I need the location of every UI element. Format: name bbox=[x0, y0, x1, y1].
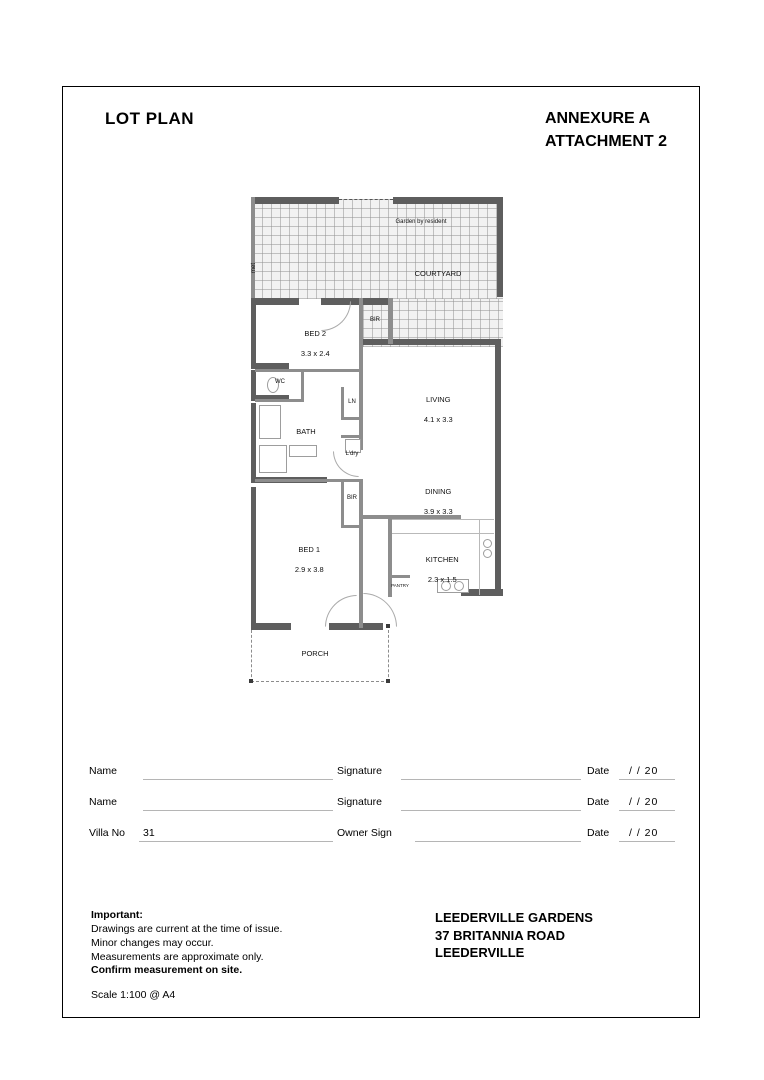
wall-wc-right bbox=[301, 370, 304, 402]
wall-courtyard-top-right bbox=[393, 197, 503, 204]
address-line-2: 37 BRITANNIA ROAD bbox=[435, 927, 566, 943]
villa-no-label: Villa No bbox=[89, 827, 125, 839]
wall-courtyard-right bbox=[497, 197, 503, 289]
wall-living-top bbox=[361, 339, 501, 345]
annexure-line-1: ANNEXURE A bbox=[544, 110, 651, 127]
wall-courtyard-top-left bbox=[251, 197, 339, 204]
dining-name: DINING bbox=[425, 487, 452, 497]
name-label-2: Name bbox=[89, 796, 118, 808]
name-line-2[interactable] bbox=[143, 810, 333, 811]
wall-kitchen-right bbox=[495, 515, 501, 595]
page-title: LOT PLAN bbox=[105, 109, 194, 128]
signature-label-2: Signature bbox=[337, 796, 382, 808]
ln-label: LN bbox=[348, 399, 356, 405]
pantry-label: PANTRY bbox=[391, 583, 409, 588]
date-value-2: / / 20 bbox=[629, 796, 659, 808]
porch-right-edge bbox=[388, 630, 389, 682]
kitchen-dims: 2.3 x 1.5 bbox=[427, 575, 457, 585]
villa-no-value: 31 bbox=[143, 827, 155, 839]
wall-left-bed1 bbox=[251, 487, 256, 629]
wall-bath-right bbox=[359, 370, 363, 450]
courtyard-fill bbox=[253, 199, 503, 299]
annexure-line-2: ATTACHMENT 2 bbox=[544, 133, 667, 151]
owner-sign-label: Owner Sign bbox=[337, 827, 392, 839]
living-name: LIVING bbox=[425, 395, 451, 405]
bath-tub bbox=[259, 405, 281, 439]
important-line-1: Drawings are current at the time of issue. bbox=[91, 922, 283, 935]
dining-dims: 3.9 x 3.3 bbox=[423, 507, 453, 517]
important-line-3: Measurements are approximate only. bbox=[91, 950, 264, 963]
bed1-name: BED 1 bbox=[298, 545, 321, 555]
porch-front-edge bbox=[251, 681, 389, 682]
bed2-dims: 3.3 x 2.4 bbox=[300, 349, 330, 359]
signature-line-2[interactable] bbox=[401, 810, 581, 811]
wc-label: WC bbox=[275, 379, 285, 385]
name-label-1: Name bbox=[89, 765, 118, 777]
date-value-3: / / 20 bbox=[629, 827, 659, 839]
annexure-heading bbox=[545, 107, 667, 153]
porch-left-edge bbox=[251, 630, 252, 682]
villa-no-line[interactable] bbox=[139, 841, 333, 842]
date-label-3: Date bbox=[587, 827, 610, 839]
signature-row bbox=[89, 825, 675, 856]
corner-marker-kitchen bbox=[386, 624, 390, 628]
bed1-dims: 2.9 x 3.8 bbox=[294, 565, 324, 575]
garden-by-resident-label: Garden by resident bbox=[395, 219, 447, 225]
date-value-1: / / 20 bbox=[629, 765, 659, 777]
date-label-1: Date bbox=[587, 765, 610, 777]
date-label-2: Date bbox=[587, 796, 610, 808]
wall-living-right-top bbox=[495, 339, 501, 399]
address-line-1: LEEDERVILLE GARDENS bbox=[435, 910, 593, 925]
date-line-3[interactable] bbox=[619, 841, 675, 842]
wall-dining-right-nib bbox=[495, 493, 501, 515]
bed2-label bbox=[273, 319, 345, 370]
wall-ln-bottom bbox=[341, 417, 363, 420]
bir-upper-label: BIR bbox=[369, 317, 380, 323]
living-dims: 4.1 x 3.3 bbox=[423, 415, 453, 425]
wall-left-bed2 bbox=[251, 298, 256, 363]
vanity bbox=[289, 445, 317, 457]
courtyard-label: COURTYARD bbox=[414, 269, 462, 278]
important-title: Important: bbox=[91, 909, 143, 921]
kitchen-label bbox=[399, 545, 473, 596]
wall-left-bath bbox=[251, 403, 256, 481]
owner-sign-line[interactable] bbox=[415, 841, 581, 842]
important-line-4: Confirm measurement on site. bbox=[91, 964, 243, 977]
date-line-2[interactable] bbox=[619, 810, 675, 811]
bed2-name: BED 2 bbox=[304, 329, 327, 339]
corner-marker-right bbox=[386, 679, 390, 683]
address-line-3: LEEDERVILLE bbox=[435, 945, 525, 961]
wall-ldry-top bbox=[341, 435, 363, 438]
cooktop-burner-2 bbox=[483, 549, 492, 558]
date-line-1[interactable] bbox=[619, 779, 675, 780]
signature-row bbox=[89, 763, 675, 794]
signature-row bbox=[89, 794, 675, 825]
signature-block bbox=[89, 763, 675, 856]
laundry-label: L'dry bbox=[345, 451, 359, 457]
bir-lower-label: BIR bbox=[346, 495, 357, 501]
wall-bed2-right bbox=[359, 298, 363, 370]
kitchen-name: KITCHEN bbox=[425, 555, 459, 565]
bed1-label bbox=[263, 535, 343, 586]
scale-note: Scale 1:100 @ A4 bbox=[91, 989, 176, 1001]
wall-courtyard-right-lower bbox=[497, 289, 503, 297]
name-line-1[interactable] bbox=[143, 779, 333, 780]
signature-line-1[interactable] bbox=[401, 779, 581, 780]
wall-wc-bottom bbox=[255, 399, 303, 402]
garden-divider bbox=[339, 199, 393, 200]
corner-marker-left bbox=[249, 679, 253, 683]
important-line-2: Minor changes may occur. bbox=[91, 936, 214, 949]
wall-living-right-mid bbox=[495, 399, 501, 495]
plan-sheet bbox=[62, 86, 700, 1018]
wall-courtyard-left bbox=[251, 197, 255, 305]
property-address bbox=[435, 909, 593, 962]
porch-label: PORCH bbox=[301, 649, 329, 658]
meter-label: met bbox=[251, 263, 257, 274]
wall-bir-lower-left bbox=[341, 482, 344, 528]
important-notes bbox=[91, 909, 282, 978]
dining-label bbox=[393, 477, 471, 528]
kitchen-bench-right bbox=[479, 519, 480, 595]
cooktop-burner-1 bbox=[483, 539, 492, 548]
living-label bbox=[393, 385, 471, 436]
bath-label: BATH bbox=[296, 427, 316, 436]
floor-plan bbox=[233, 187, 533, 707]
wall-bed2-top-a bbox=[251, 298, 299, 305]
signature-label-1: Signature bbox=[337, 765, 382, 777]
wall-bath-bottom bbox=[255, 479, 363, 482]
shower bbox=[259, 445, 287, 473]
wall-bed1-bottom bbox=[251, 623, 291, 630]
